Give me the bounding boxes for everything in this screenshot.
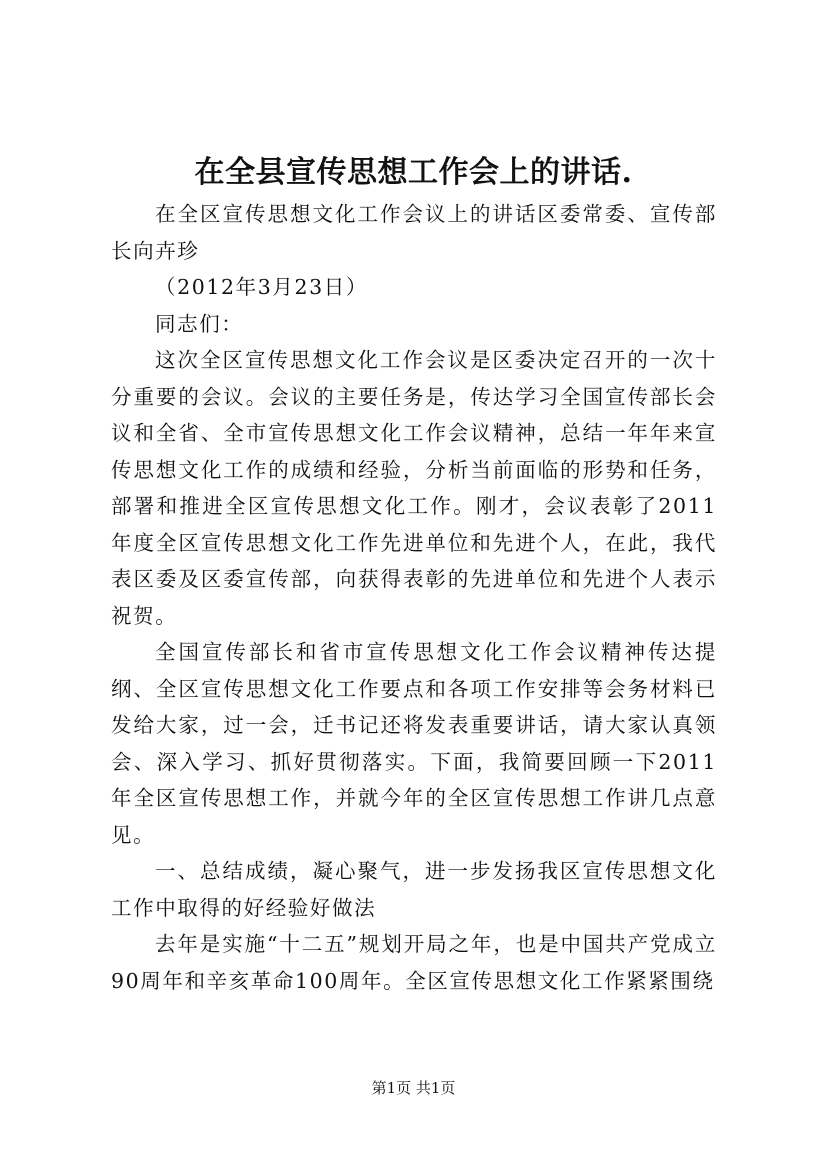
- salutation: 同志们：: [155, 311, 244, 336]
- document-title: 在全县宣传思想工作会上的讲话.: [194, 155, 633, 190]
- speech-heading: 在全区宣传思想文化工作会议上的讲话区委常委、宣传部长向卉珍: [111, 202, 717, 263]
- speech-date: （2012年3月23日）: [155, 275, 368, 299]
- page-footer: 第1页 共1页: [371, 1079, 456, 1097]
- paragraph-agenda: 全国宣传部长和省市宣传思想文化工作会议精神传达提纲、全区宣传思想文化工作要点和各项工作安排等会务材料已发给大家，过一会，迁书记还将发表重要讲话，请大家认真领会、深入学习、抓好贯彻落实。下面，我简要回顾一下2011年全区宣传思想工作，并就今年的全区宣传思想工作讲几点意见。: [111, 640, 717, 847]
- section-heading-1: 一、总结成绩，凝心聚气，进一步发扬我区宣传思想文化工作中取得的好经验好做法: [111, 859, 717, 920]
- paragraph-intro: 这次全区宣传思想文化工作会议是区委决定召开的一次十分重要的会议。会议的主要任务是，传达学习全国宣传部长会议和全省、全市宣传思想文化工作会议精神，总结一年年来宣传思想文化工作的成绩和经验，分析当前面临的形势和任务，部署和推进全区宣传思想文化工作。刚才，会议表彰了2011年度全区宣传思想文化工作先进单位和先进个人，在此，我代表区委及区委宣传部，向获得表彰的先进单位和先进个人表示祝贺。: [111, 348, 717, 628]
- document-body: [111, 196, 717, 999]
- paragraph-review: 去年是实施“十二五”规划开局之年，也是中国共产党成立90周年和辛亥革命100周年。全区宣传思想文化工作紧紧围绕: [111, 932, 717, 993]
